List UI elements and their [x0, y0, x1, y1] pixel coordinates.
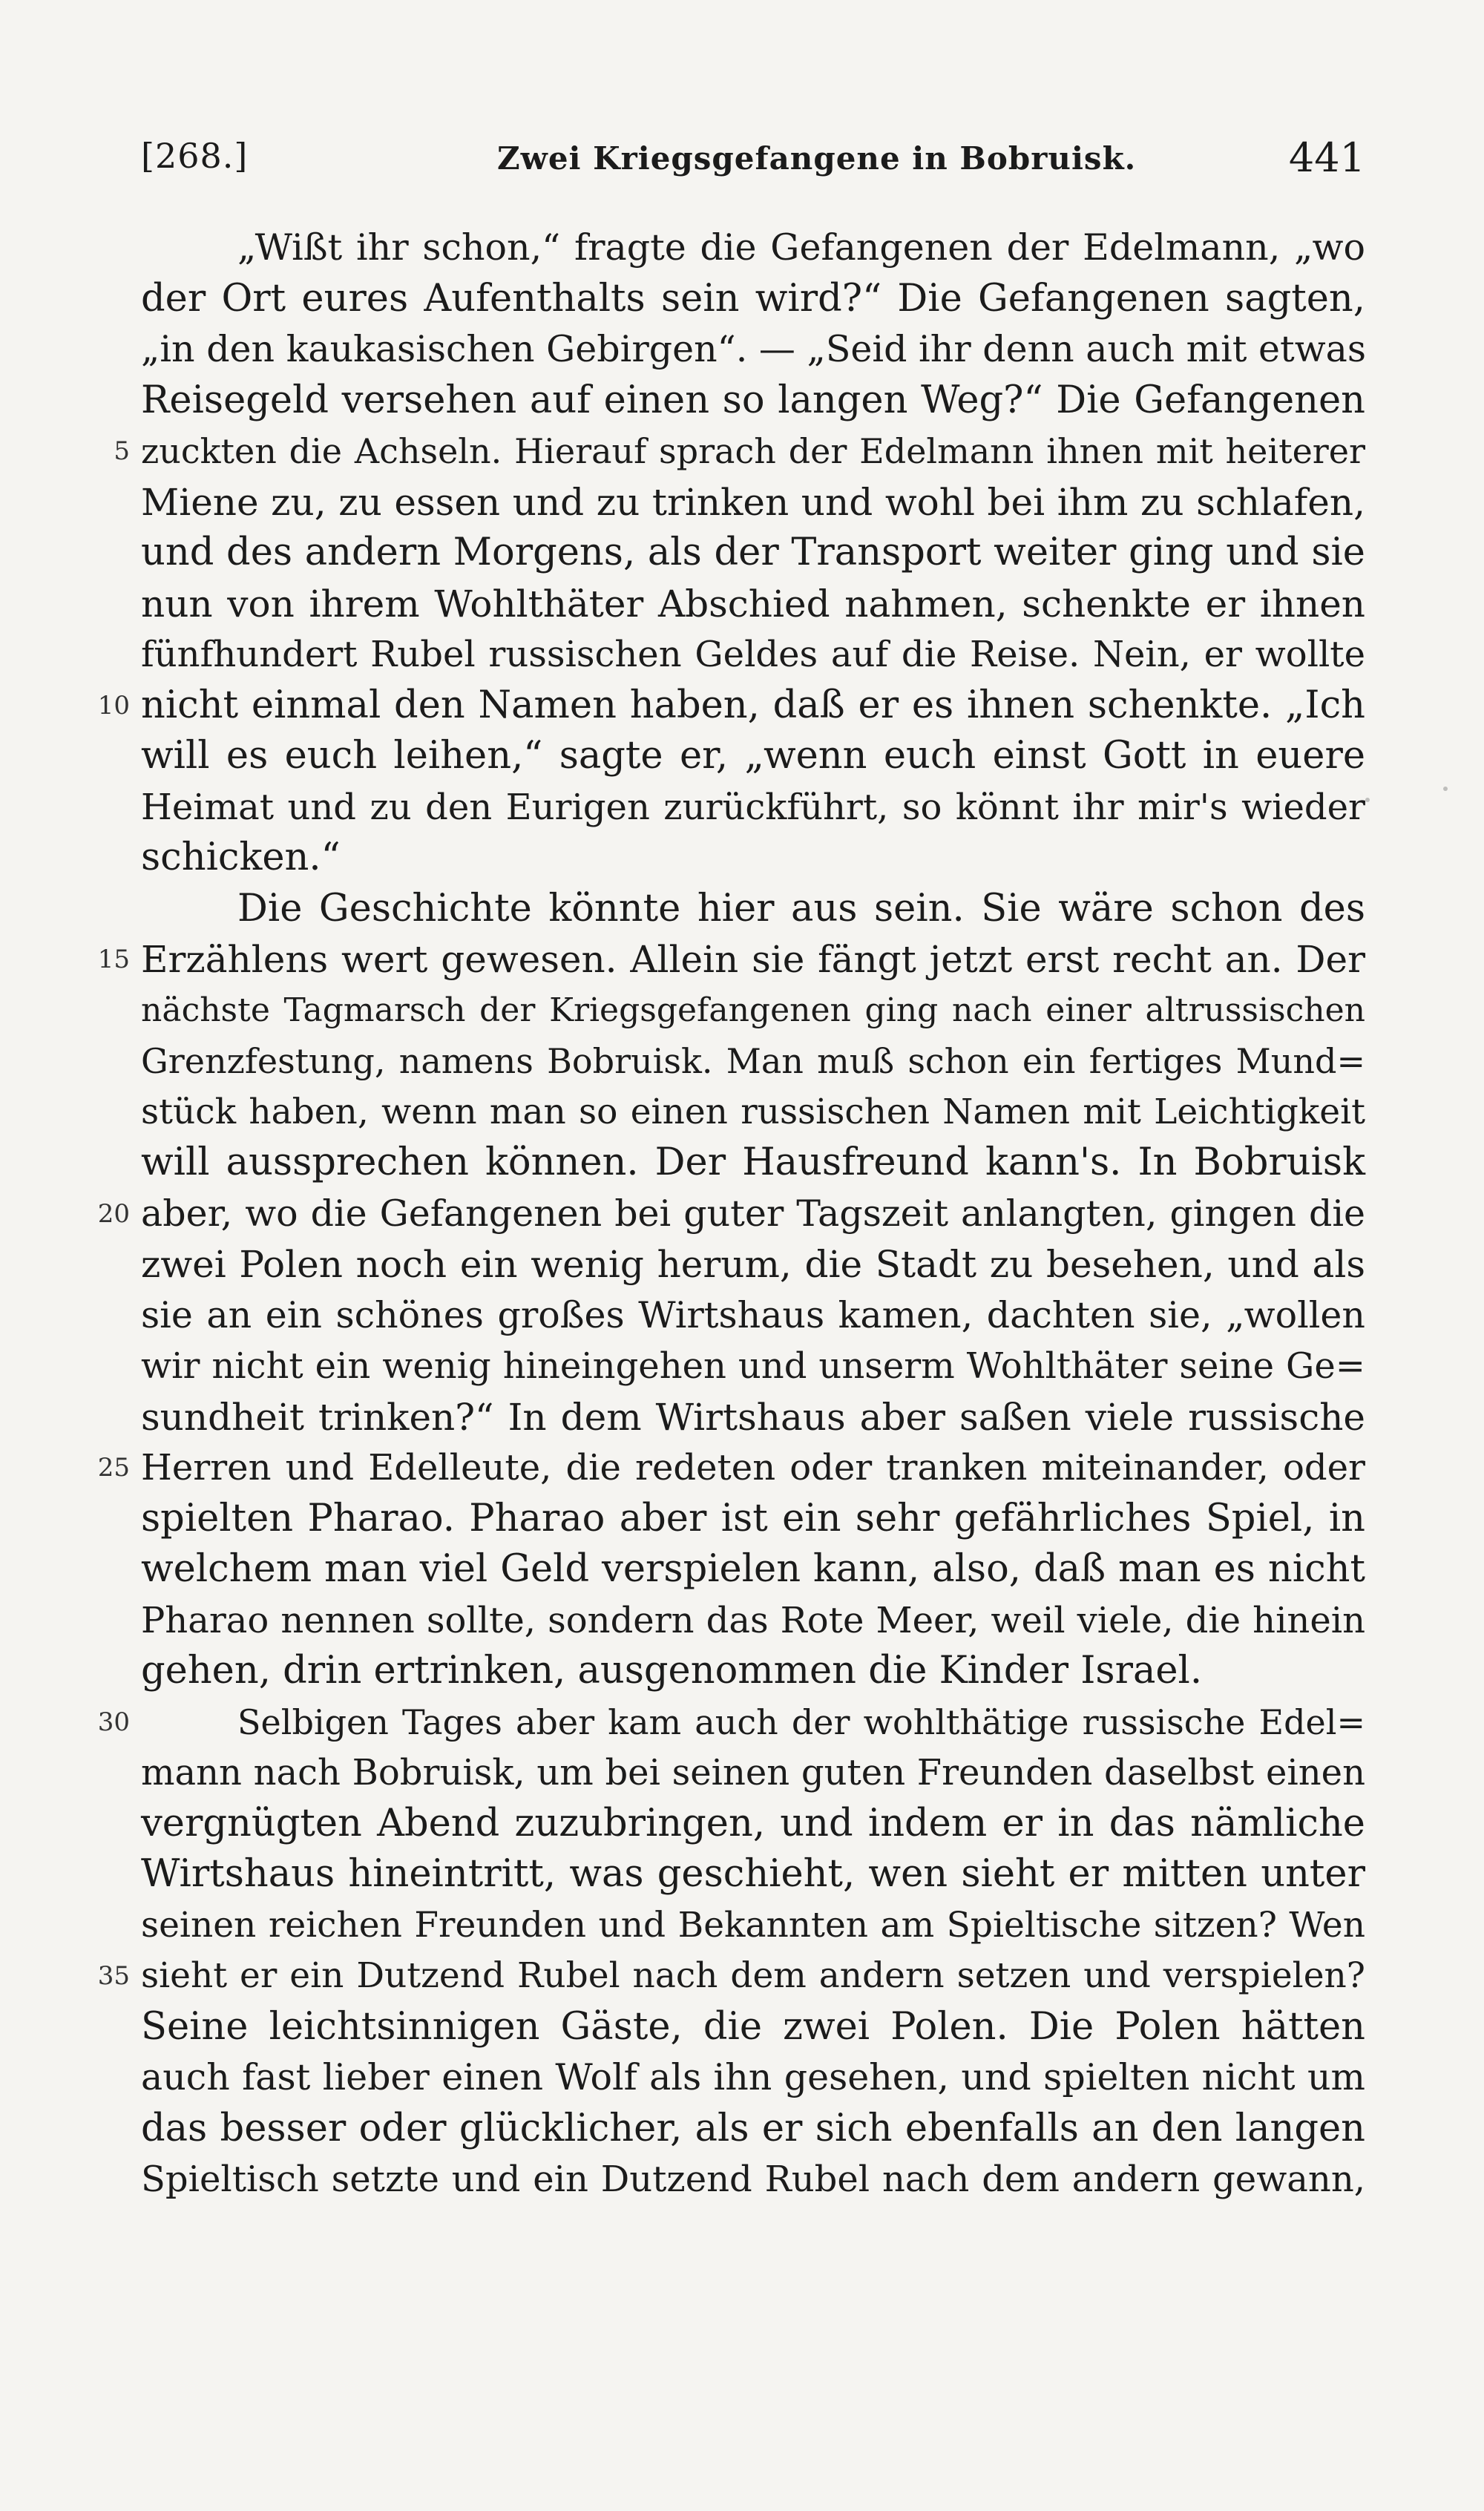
line-text: spielten Pharao. Pharao aber ist ein sehr gefährliches Spiel, in	[141, 1496, 1365, 1540]
text-line	[141, 1138, 1365, 1189]
line-text: fünfhundert Rubel russischen Geldes auf die Reise. Nein, er wollte	[141, 634, 1365, 675]
line-text: Selbigen Tages aber kam auch der wohlthätige russische Edel=	[237, 1701, 1365, 1742]
line-text: Heimat und zu den Eurigen zurückführt, so könnt ihr mir's wieder	[141, 786, 1365, 828]
line-text: Spieltisch setzte und ein Dutzend Rubel nach dem andern gewann,	[141, 2159, 1365, 2200]
line-text: zwei Polen noch ein wenig herum, die Stadt zu besehen, und als	[141, 1243, 1365, 1286]
line-text: gehen, drin ertrinken, ausgenommen die Kinder Israel.	[141, 1649, 1203, 1693]
line-text: und des andern Morgens, als der Transport weiter ging und sie	[141, 531, 1365, 574]
line-text: vergnügten Abend zuzubringen, und indem er in das nämliche	[141, 1801, 1365, 1845]
line-text: wir nicht ein wenig hineingehen und unserm Wohlthäter seine Ge=	[141, 1345, 1365, 1387]
text-line	[97, 1951, 1365, 2002]
line-number: 30	[97, 1707, 130, 1737]
text-line	[97, 1442, 1365, 1494]
line-text: „Wißt ihr schon,“ fragte die Gefangenen der Edelmann, „wo	[237, 226, 1365, 269]
text-line	[141, 2002, 1365, 2053]
line-text: Wirtshaus hineintritt, was geschieht, wen sieht er mitten unter	[141, 1852, 1365, 1896]
text-line	[97, 934, 1365, 985]
line-text: will aussprechen können. Der Hausfreund kann's. In Bobruisk	[141, 1140, 1365, 1184]
line-text: zuckten die Achseln. Hierauf sprach der Edelmann ihnen mit heiterer	[141, 431, 1365, 471]
text-line	[141, 1595, 1365, 1647]
line-text: stück haben, wenn man so einen russischen Namen mit Leichtigkeit	[141, 1091, 1365, 1132]
line-text: aber, wo die Gefangenen bei guter Tagszeit anlangten, gingen die	[141, 1192, 1365, 1235]
line-text: auch fast lieber einen Wolf als ihn gesehen, und spielten nicht um	[141, 2056, 1365, 2098]
line-text: Miene zu, zu essen und zu trinken und wohl bei ihm zu schlafen,	[141, 480, 1365, 524]
text-line	[141, 884, 1365, 935]
text-line	[141, 1544, 1365, 1595]
text-line	[141, 1087, 1365, 1138]
line-text: der Ort eures Aufenthalts sein wird?“ Die Gefangenen sagten,	[141, 276, 1365, 321]
line-text: schicken.“	[141, 836, 341, 879]
running-header	[141, 130, 1365, 197]
page-number: 441	[1288, 134, 1365, 181]
text-line	[141, 1747, 1365, 1799]
text-line	[141, 1036, 1365, 1087]
text-line	[141, 2154, 1365, 2205]
line-number: 5	[114, 436, 130, 466]
text-line	[141, 1290, 1365, 1342]
text-line	[141, 1849, 1365, 1900]
paper-speck	[1443, 787, 1448, 791]
text-line	[141, 579, 1365, 630]
text-line	[141, 1341, 1365, 1392]
text-line	[141, 1646, 1365, 1697]
line-text: mann nach Bobruisk, um bei seinen guten Freunden daselbst einen	[141, 1752, 1365, 1793]
line-text: das besser oder glücklicher, als er sich ebenfalls an den langen	[141, 2106, 1365, 2150]
page-ref: [268.]	[141, 136, 249, 176]
line-number: 35	[97, 1961, 130, 1991]
text-line	[141, 1799, 1365, 1850]
text-line	[141, 1392, 1365, 1443]
line-text: Herren und Edelleute, die redeten oder tranken miteinander, oder	[141, 1447, 1365, 1488]
line-text: Grenzfestung, namens Bobruisk. Man muß schon ein fertiges Mund=	[141, 1041, 1365, 1081]
running-title: Zwei Kriegsgefangene in Bobruisk.	[497, 140, 1137, 177]
line-number: 25	[97, 1453, 130, 1483]
line-text: sieht er ein Dutzend Rubel nach dem andern setzen und verspielen?	[141, 1955, 1365, 1996]
line-text: sie an ein schönes großes Wirtshaus kamen, dachten sie, „wollen	[141, 1293, 1365, 1336]
text-line	[141, 1239, 1365, 1290]
text-line	[141, 274, 1365, 325]
text-line	[141, 731, 1365, 782]
paper-speck	[1365, 798, 1370, 802]
line-number: 20	[97, 1198, 130, 1229]
text-line	[97, 1697, 1365, 1748]
text-line	[141, 2052, 1365, 2104]
text-line	[141, 782, 1365, 833]
text-line	[141, 833, 1365, 884]
text-line	[141, 324, 1365, 375]
line-text: „in den kaukasischen Gebirgen“. — „Seid ihr denn auch mit etwas	[141, 328, 1367, 370]
line-number: 10	[97, 690, 130, 721]
text-line	[141, 2104, 1365, 2155]
line-text: Seine leichtsinnigen Gäste, die zwei Polen. Die Polen hätten	[141, 2004, 1365, 2049]
text-line	[141, 985, 1365, 1037]
text-line	[141, 1494, 1365, 1545]
line-text: Erzählens wert gewesen. Allein sie fängt jetzt erst recht an. Der	[141, 938, 1365, 981]
line-text: nicht einmal den Namen haben, daß er es ihnen schenkte. „Ich	[141, 683, 1365, 727]
body-text	[97, 223, 1367, 2205]
text-line	[114, 426, 1365, 477]
line-text: seinen reichen Freunden und Bekannten am Spieltische sitzen? Wen	[141, 1904, 1365, 1946]
text-line	[97, 1189, 1365, 1240]
line-text: nächste Tagmarsch der Kriegsgefangenen ging nach einer altrussischen	[141, 991, 1365, 1029]
text-line	[141, 477, 1365, 528]
text-line	[141, 629, 1365, 680]
line-text: sundheit trinken?“ In dem Wirtshaus aber saßen viele russische	[141, 1395, 1365, 1439]
line-number: 15	[97, 945, 130, 974]
line-text: welchem man viel Geld verspielen kann, also, daß man es nicht	[141, 1547, 1365, 1591]
text-line	[141, 1900, 1365, 1952]
line-text: Reisegeld versehen auf einen so langen Weg?“ Die Gefangenen	[141, 378, 1365, 422]
line-text: will es euch leihen,“ sagte er, „wenn euch einst Gott in euere	[141, 734, 1365, 778]
line-text: Pharao nennen sollte, sondern das Rote Meer, weil viele, die hinein	[141, 1599, 1365, 1641]
text-line	[141, 375, 1365, 427]
text-line	[141, 528, 1365, 579]
text-line	[97, 680, 1365, 732]
line-text: Die Geschichte könnte hier aus sein. Sie wäre schon des	[237, 886, 1365, 930]
line-text: nun von ihrem Wohlthäter Abschied nahmen, schenkte er ihnen	[141, 582, 1365, 626]
text-line	[141, 223, 1365, 274]
